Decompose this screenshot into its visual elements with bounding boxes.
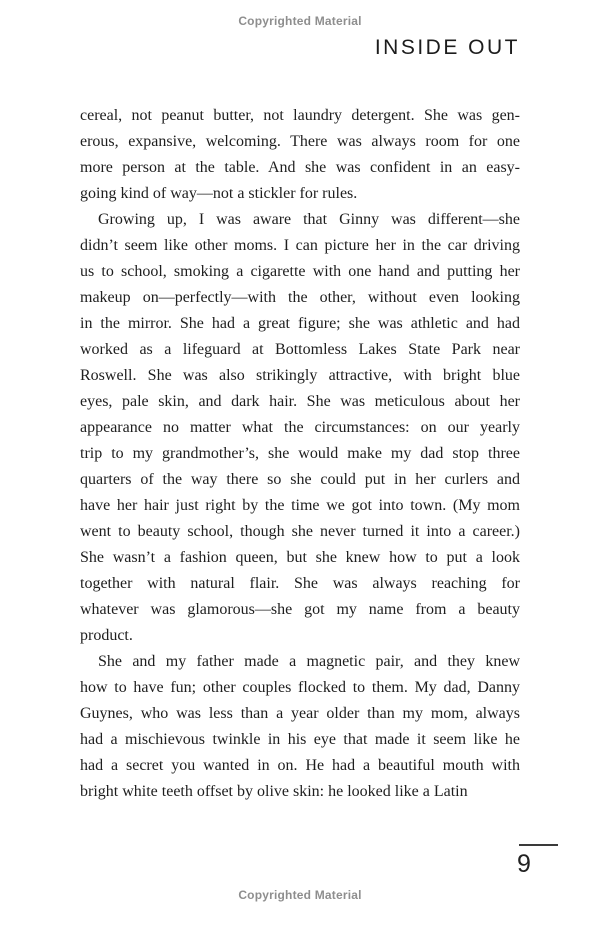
text-line: us to school, smoking a cigarette with one hand and putting her bbox=[80, 263, 520, 280]
text-line: product. bbox=[80, 627, 133, 644]
text-line: makeup on—perfectly—with the other, without even looking bbox=[80, 289, 520, 306]
text-line: She and my father made a magnetic pair, and they knew bbox=[98, 653, 520, 670]
text-line: worked as a lifeguard at Bottomless Lakes State Park near bbox=[80, 341, 520, 358]
page-number: 9 bbox=[517, 850, 531, 878]
text-line: in the mirror. She had a great figure; she was athletic and had bbox=[80, 315, 520, 332]
text-line: going kind of way—not a stickler for rules. bbox=[80, 185, 358, 202]
text-line: more person at the table. And she was confident in an easy- bbox=[80, 159, 520, 176]
text-line: went to beauty school, though she never turned it into a career.) bbox=[80, 523, 520, 540]
footer-rule bbox=[519, 844, 558, 846]
text-line: Roswell. She was also strikingly attractive, with bright blue bbox=[80, 367, 520, 384]
copyright-notice-top: Copyrighted Material bbox=[238, 14, 362, 28]
text-line: appearance no matter what the circumstances: on our yearly bbox=[80, 419, 520, 436]
text-line: had a secret you wanted in on. He had a beautiful mouth with bbox=[80, 757, 520, 774]
text-line: eyes, pale skin, and dark hair. She was meticulous about her bbox=[80, 393, 520, 410]
text-line: how to have fun; other couples flocked to them. My dad, Danny bbox=[80, 679, 520, 696]
text-line: quarters of the way there so she could put in her curlers and bbox=[80, 471, 520, 488]
text-line: have her hair just right by the time we got into town. (My mom bbox=[80, 497, 520, 514]
text-line: She wasn’t a fashion queen, but she knew how to put a look bbox=[80, 549, 520, 566]
running-head-title: INSIDE OUT bbox=[374, 36, 520, 59]
copyright-notice-bottom: Copyrighted Material bbox=[238, 888, 362, 902]
text-line: erous, expansive, welcoming. There was always room for one bbox=[80, 133, 520, 150]
text-line: bright white teeth offset by olive skin: he looked like a Latin bbox=[80, 783, 468, 800]
text-line: didn’t seem like other moms. I can picture her in the car driving bbox=[80, 237, 520, 254]
text-line: Guynes, who was less than a year older than my mom, always bbox=[80, 705, 520, 722]
text-line: together with natural flair. She was always reaching for bbox=[80, 575, 520, 592]
body-text bbox=[80, 103, 520, 805]
text-line: cereal, not peanut butter, not laundry detergent. She was gen- bbox=[80, 107, 520, 124]
text-line: whatever was glamorous—she got my name from a beauty bbox=[80, 601, 520, 618]
text-line: trip to my grandmother’s, she would make my dad stop three bbox=[80, 445, 520, 462]
text-line: Growing up, I was aware that Ginny was different—she bbox=[98, 211, 520, 228]
text-line: had a mischievous twinkle in his eye that made it seem like he bbox=[80, 731, 520, 748]
